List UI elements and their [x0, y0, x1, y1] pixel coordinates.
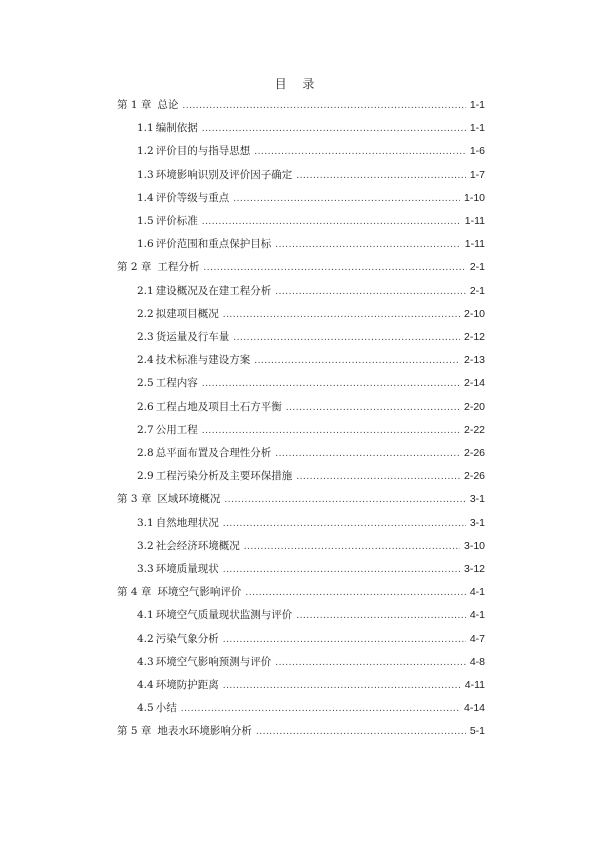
toc-entry-number: 3.1	[137, 516, 154, 529]
toc-entry-number: 2.1	[137, 284, 154, 297]
toc-dot-leader	[202, 375, 460, 393]
toc-entry-title: 社会经济环境概况	[155, 539, 240, 552]
toc-entry-title: 环境质量现状	[155, 563, 219, 575]
toc-entry-title: 工程内容	[155, 377, 198, 390]
toc-section-entry[interactable]	[137, 212, 485, 230]
toc-entry-number: 4.3	[137, 655, 154, 668]
toc-entry-page: 2-1	[469, 284, 485, 297]
toc-dot-leader	[202, 213, 461, 231]
toc-section-entry[interactable]	[137, 235, 485, 253]
toc-entry-title: 评价范围和重点保护目标	[155, 238, 272, 251]
toc-section-entry[interactable]	[137, 374, 485, 392]
toc-title: 目 录	[274, 77, 321, 91]
toc-entry-title: 编制依据	[155, 122, 198, 135]
toc-section-entry[interactable]	[137, 189, 485, 207]
toc-entry-title: 建设概况及在建工程分析	[155, 284, 272, 297]
toc-entry-number: 2.5	[137, 377, 154, 390]
toc-entry-title: 评价等级与重点	[155, 191, 230, 204]
toc-dot-leader	[223, 306, 460, 324]
toc-entry-page: 2-1	[469, 261, 485, 274]
toc-entry-number: 第 2 章	[117, 261, 152, 274]
toc-entry-number: 第 3 章	[117, 493, 152, 506]
toc-dot-leader	[275, 236, 461, 254]
toc-entry-page: 4-14	[463, 702, 485, 715]
toc-entry-page: 4-1	[469, 609, 485, 622]
toc-entry-number: 4.2	[137, 632, 154, 645]
toc-entry-number: 3.2	[137, 539, 154, 552]
toc-section-entry[interactable]	[137, 699, 485, 717]
toc-dot-leader	[244, 538, 460, 556]
toc-dot-leader	[181, 700, 460, 718]
toc-entry-number: 第 5 章	[117, 725, 152, 738]
toc-section-entry[interactable]	[137, 537, 485, 555]
toc-entry-title: 工程分析	[157, 261, 200, 274]
toc-entry-title: 评价目的与指导思想	[155, 145, 251, 158]
toc-entry-number: 1.3	[137, 168, 154, 181]
toc-dot-leader	[275, 654, 466, 672]
toc-entry-page: 3-12	[463, 563, 485, 575]
toc-entry-title: 拟建项目概况	[155, 307, 219, 320]
toc-entry-number: 第 1 章	[117, 99, 152, 111]
toc-entry-page: 1-1	[469, 99, 485, 111]
toc-entry-number: 1.6	[137, 238, 154, 251]
toc-dot-leader	[223, 561, 460, 579]
toc-dot-leader	[224, 491, 465, 509]
toc-chapter-entry[interactable]	[117, 490, 485, 508]
toc-entry-title: 污染气象分析	[155, 632, 219, 645]
toc-entry-page: 2-14	[463, 377, 485, 390]
toc-entry-title: 自然地理状况	[155, 516, 219, 529]
toc-section-entry[interactable]	[137, 676, 485, 694]
toc-entry-page: 2-22	[463, 423, 485, 436]
toc-entry-number: 2.8	[137, 447, 154, 459]
toc-section-entry[interactable]	[137, 467, 485, 485]
toc-entry-page: 1-10	[463, 191, 485, 204]
toc-dot-leader	[296, 607, 466, 625]
toc-entry-page: 4-8	[469, 655, 485, 668]
toc-section-entry[interactable]	[137, 630, 485, 648]
toc-dot-leader	[254, 143, 466, 161]
toc-entry-title: 评价标准	[155, 215, 198, 227]
toc-entry-page: 4-7	[469, 632, 485, 645]
toc-entry-page: 2-10	[463, 307, 485, 320]
toc-section-entry[interactable]	[137, 351, 485, 369]
toc-entry-page: 2-26	[463, 470, 485, 483]
toc-dot-leader	[286, 399, 460, 417]
toc-entry-page: 1-7	[469, 168, 485, 181]
toc-section-entry[interactable]	[137, 282, 485, 300]
toc-entry-title: 地表水环境影响分析	[157, 725, 252, 738]
toc-chapter-entry[interactable]	[117, 96, 485, 114]
toc-entry-page: 2-20	[463, 400, 485, 413]
toc-dot-leader	[223, 631, 466, 649]
toc-section-entry[interactable]	[137, 398, 485, 416]
toc-entry-title: 环境防护距离	[155, 679, 219, 691]
toc-entry-title: 环境空气影响评价	[157, 586, 242, 599]
toc-chapter-entry[interactable]	[117, 722, 485, 740]
toc-entry-title: 工程占地及项目土石方平衡	[155, 400, 282, 413]
toc-entry-number: 1.4	[137, 191, 154, 204]
toc-dot-leader	[223, 677, 461, 695]
toc-entry-number: 2.4	[137, 354, 154, 367]
toc-entry-page: 3-1	[469, 516, 485, 529]
toc-entry-title: 总平面布置及合理性分析	[155, 447, 272, 459]
toc-entry-page: 5-1	[469, 725, 485, 738]
toc-entry-number: 4.1	[137, 609, 154, 622]
toc-dot-leader	[203, 259, 465, 277]
toc-entry-page: 1-1	[469, 122, 485, 135]
toc-section-entry[interactable]	[137, 606, 485, 624]
toc-dot-leader	[202, 422, 460, 440]
toc-entry-number: 3.3	[137, 563, 154, 575]
toc-dot-leader	[296, 167, 466, 185]
toc-entry-number: 2.7	[137, 423, 154, 436]
toc-entry-title: 工程污染分析及主要环保措施	[155, 470, 293, 483]
toc-dot-leader	[275, 445, 460, 463]
toc-entry-number: 1.1	[137, 122, 154, 135]
toc-entry-number: 2.3	[137, 331, 154, 343]
toc-section-entry[interactable]	[137, 514, 485, 532]
toc-dot-leader	[223, 515, 466, 533]
toc-entry-title: 技术标准与建设方案	[155, 354, 251, 367]
toc-entry-number: 4.4	[137, 679, 154, 691]
toc-dot-leader	[233, 329, 460, 347]
toc-section-entry[interactable]	[137, 421, 485, 439]
toc-dot-leader	[182, 97, 465, 115]
toc-dot-leader	[245, 584, 465, 602]
toc-entry-page: 1-11	[464, 238, 485, 251]
toc-entry-number: 2.2	[137, 307, 154, 320]
toc-entry-page: 2-26	[463, 447, 485, 459]
toc-entry-title: 区域环境概况	[157, 493, 221, 506]
toc-entry-page: 4-1	[469, 586, 485, 599]
toc-entry-number: 4.5	[137, 702, 154, 715]
toc-entry-title: 公用工程	[155, 423, 198, 436]
toc-entry-page: 1-11	[464, 215, 485, 227]
toc-entry-page: 2-12	[463, 331, 485, 343]
toc-section-entry[interactable]	[137, 444, 485, 462]
toc-section-entry[interactable]	[137, 166, 485, 184]
toc-section-entry[interactable]	[137, 305, 485, 323]
toc-entry-title: 环境影响识别及评价因子确定	[155, 168, 293, 181]
toc-entry-title: 环境空气质量现状监测与评价	[155, 609, 293, 622]
toc-entry-page: 4-11	[464, 679, 485, 691]
toc-dot-leader	[275, 283, 466, 301]
toc-entry-title: 小结	[155, 702, 177, 715]
toc-entry-number: 1.2	[137, 145, 154, 158]
toc-entry-number: 1.5	[137, 215, 154, 227]
toc-entry-page: 3-10	[463, 539, 485, 552]
toc-entry-title: 环境空气影响预测与评价	[155, 655, 272, 668]
toc-dot-leader	[202, 120, 466, 138]
toc-entry-title: 货运量及行车量	[155, 331, 230, 343]
toc-dot-leader	[233, 190, 460, 208]
toc-dot-leader	[256, 723, 466, 741]
toc-dot-leader	[254, 352, 460, 370]
toc-entry-page: 2-13	[463, 354, 485, 367]
toc-entry-number: 2.6	[137, 400, 154, 413]
toc-section-entry[interactable]	[137, 560, 485, 578]
toc-entry-number: 2.9	[137, 470, 154, 483]
toc-chapter-entry[interactable]	[117, 583, 485, 601]
toc-section-entry[interactable]	[137, 653, 485, 671]
toc-section-entry[interactable]	[137, 119, 485, 137]
toc-entry-page: 3-1	[469, 493, 485, 506]
toc-section-entry[interactable]	[137, 142, 485, 160]
toc-entry-title: 总论	[157, 99, 179, 111]
toc-chapter-entry[interactable]	[117, 258, 485, 276]
toc-dot-leader	[296, 468, 460, 486]
toc-entry-page: 1-6	[469, 145, 485, 158]
toc-entry-number: 第 4 章	[117, 586, 152, 599]
toc-section-entry[interactable]	[137, 328, 485, 346]
